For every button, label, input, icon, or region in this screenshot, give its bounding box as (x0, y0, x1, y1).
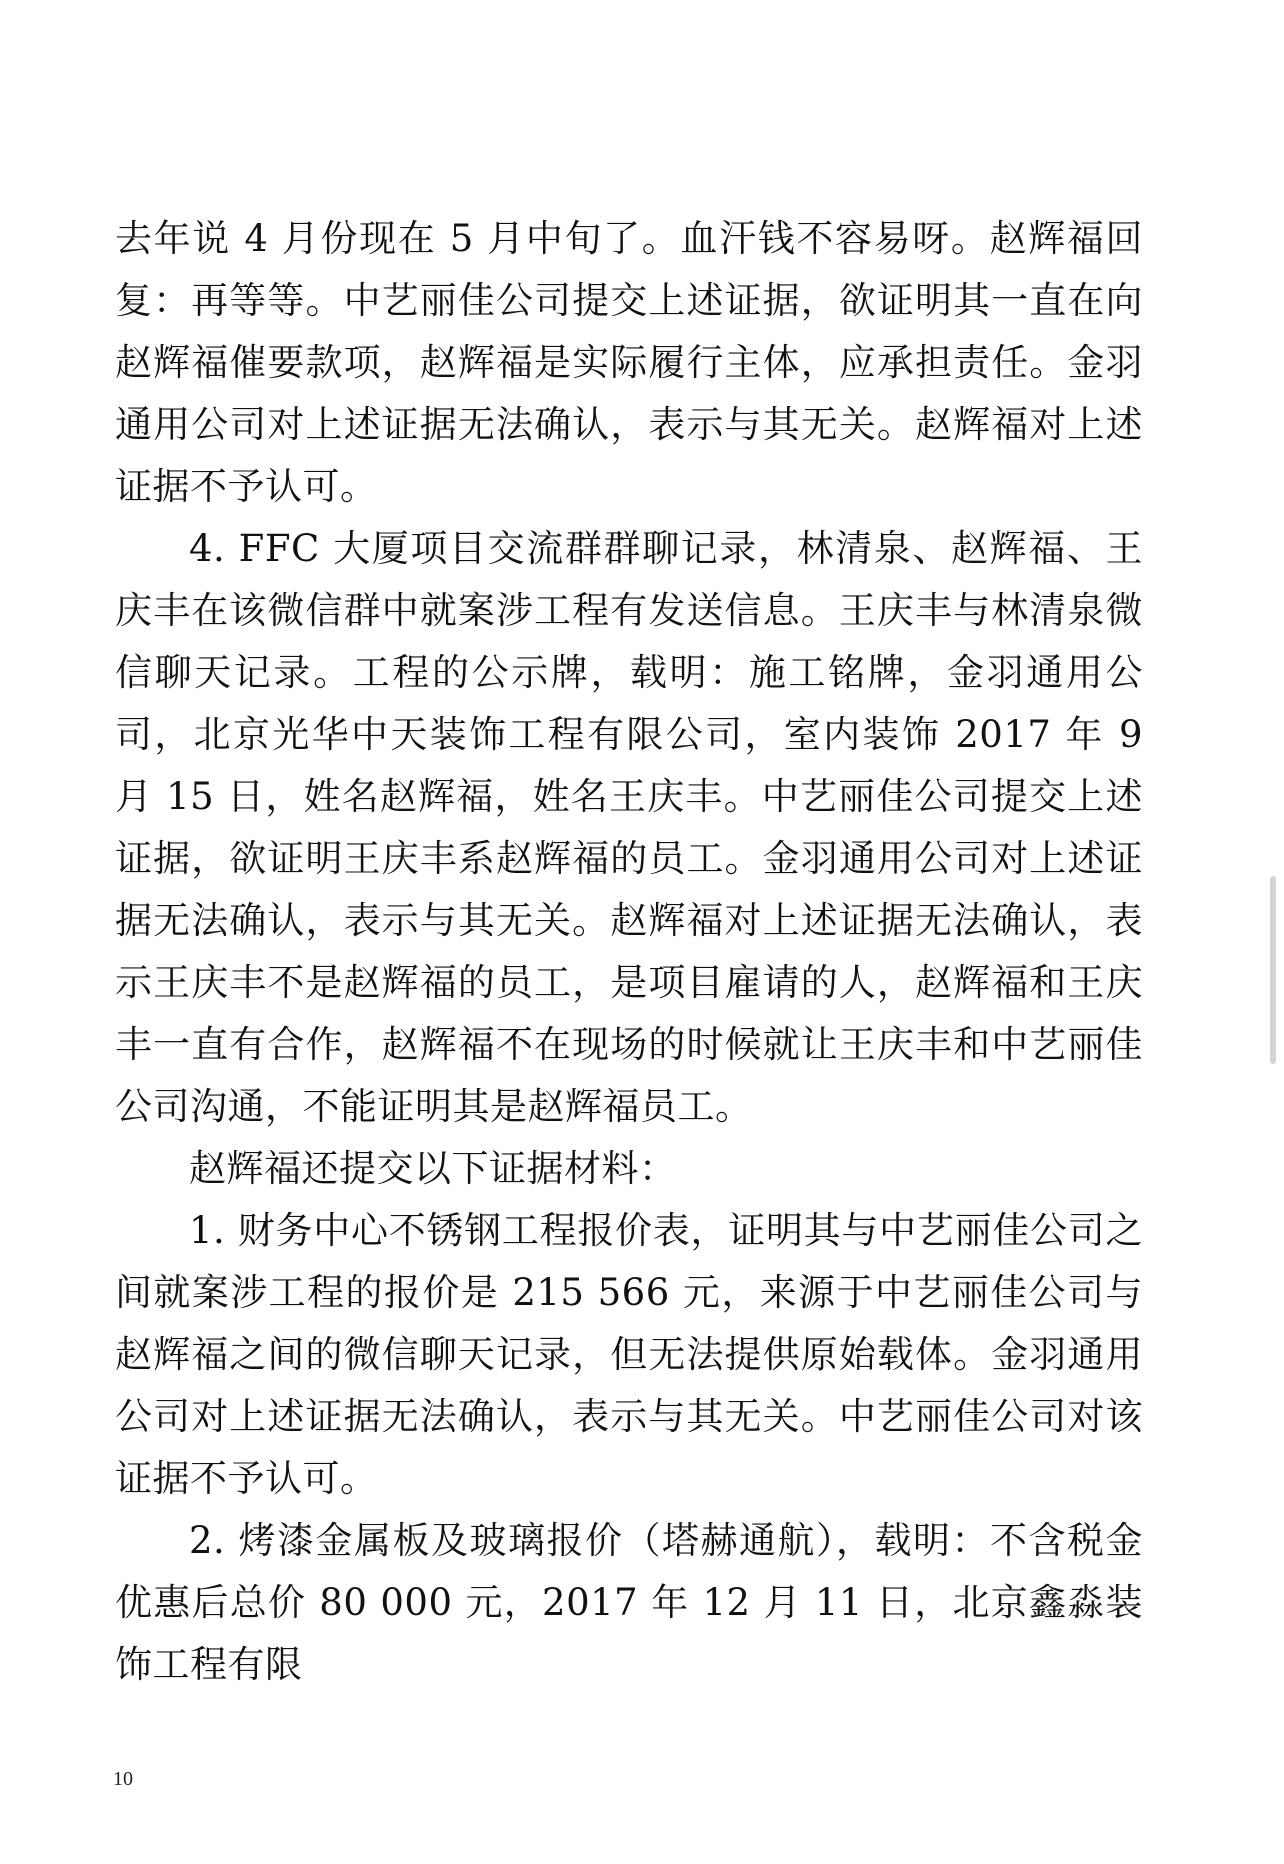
paragraph-4: 1. 财务中心不锈钢工程报价表，证明其与中艺丽佳公司之间就案涉工程的报价是 215 566 元，来源于中艺丽佳公司与赵辉福之间的微信聊天记录，但无法提供原始载体。金羽通用公司对上述证据无法确认，表示与其无关。中艺丽佳公司对该证据不予认可。 (115, 1209, 1143, 1500)
paragraph-2: 4. FFC 大厦项目交流群群聊记录，林清泉、赵辉福、王庆丰在该微信群中就案涉工程有发送信息。王庆丰与林清泉微信聊天记录。工程的公示牌，载明：施工铭牌，金羽通用公司，北京光华中天装饰工程有限公司，室内装饰 2017 年 9 月 15 日，姓名赵辉福，姓名王庆丰。中艺丽佳公司提交上述证据，欲证明王庆丰系赵辉福的员工。金羽通用公司对上述证据无法确认，表示与其无关。赵辉福对上述证据无法确认，表示王庆丰不是赵辉福的员工，是项目雇请的人，赵辉福和王庆丰一直有合作，赵辉福不在现场的时候就让王庆丰和中艺丽佳公司沟通，不能证明其是赵辉福员工。 (115, 527, 1143, 1128)
paragraph-3: 赵辉福还提交以下证据材料： (189, 1147, 677, 1190)
paragraph-1: 去年说 4 月份现在 5 月中旬了。血汗钱不容易呀。赵辉福回复：再等等。中艺丽佳公司提交上述证据，欲证明其一直在向赵辉福催要款项，赵辉福是实际履行主体，应承担责任。金羽通用公司对上述证据无法确认，表示与其无关。赵辉福对上述证据不予认可。 (115, 217, 1143, 508)
vertical-scrollbar[interactable] (1270, 876, 1276, 1064)
document-body (115, 208, 1143, 1696)
page-number: 10 (113, 1768, 133, 1790)
paragraph-5: 2. 烤漆金属板及玻璃报价（塔赫通航），载明：不含税金优惠后总价 80 000 元，2017 年 12 月 11 日，北京鑫淼装饰工程有限 (115, 1519, 1143, 1686)
